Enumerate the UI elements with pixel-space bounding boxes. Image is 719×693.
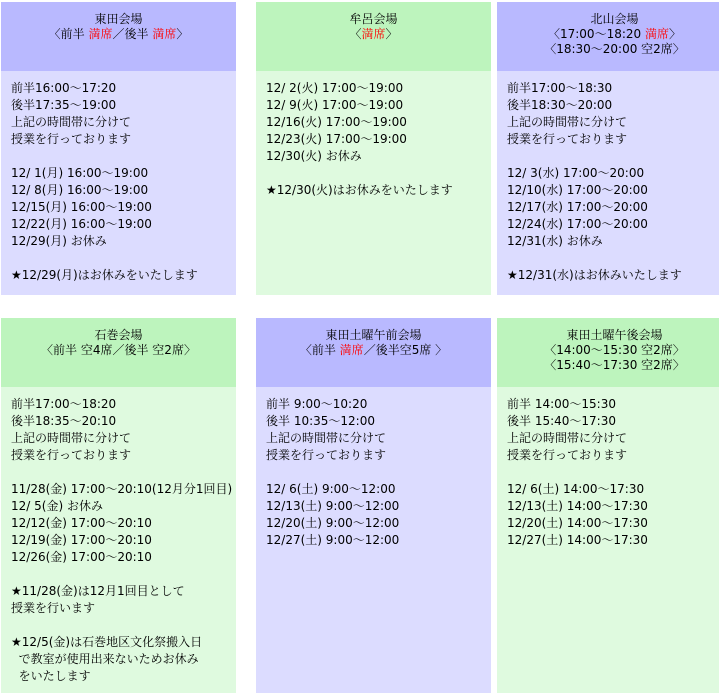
venue-schedule — [256, 387, 491, 693]
venue-header — [1, 318, 236, 387]
full-badge: 満席 — [339, 343, 364, 357]
blank-line — [11, 617, 236, 634]
schedule-line: 後半 10:35～12:00 — [266, 414, 375, 428]
blank-line — [11, 148, 236, 165]
availability-text: 〉 — [176, 27, 189, 41]
venue-header — [256, 2, 491, 71]
schedule-line: 12/13(土) 9:00～12:00 — [266, 499, 400, 513]
full-badge: 満席 — [361, 27, 386, 41]
venue-name: 牟呂会場 — [349, 12, 398, 26]
schedule-line: 12/ 5(金) お休み — [11, 499, 103, 513]
availability-text: ／後半 — [112, 27, 153, 41]
schedule-line: 上記の時間帯に分けて — [11, 431, 132, 445]
schedule-line: 12/ 6(土) 14:00～17:30 — [507, 482, 645, 496]
schedule-line: 前半17:00～18:30 — [507, 81, 613, 95]
venue-header — [497, 318, 719, 387]
availability-text: 〈17:00～18:20 — [547, 27, 645, 41]
venue-availability — [497, 343, 719, 358]
venue-availability — [256, 343, 491, 358]
blank-line — [266, 464, 491, 481]
schedule-line: 12/29(月) お休み — [11, 234, 107, 248]
schedule-line: 上記の時間帯に分けて — [11, 115, 132, 129]
schedule-line: 12/30(火) お休み — [266, 149, 362, 163]
blank-line — [11, 566, 236, 583]
schedule-line: をいたします — [11, 669, 91, 683]
schedule-line: 12/20(土) 9:00～12:00 — [266, 516, 400, 530]
schedule-line: 12/17(水) 17:00～20:00 — [507, 200, 648, 214]
availability-text: 〉 — [668, 27, 681, 41]
availability-text: 〈前半 空4席／後半 空2席〉 — [41, 343, 196, 357]
schedule-line: で教室が使用出来ないためお休み — [11, 652, 199, 666]
venue-availability — [256, 27, 491, 42]
venue-availability — [1, 343, 236, 358]
venue-name: 東田土曜午後会場 — [566, 328, 663, 342]
venue-availability-2: 〈15:40～17:30 空2席〉 — [544, 358, 685, 372]
schedule-line: 12/10(水) 17:00～20:00 — [507, 183, 648, 197]
schedule-line: 12/12(金) 17:00～20:10 — [11, 516, 152, 530]
schedule-line: 授業を行います — [11, 601, 96, 615]
schedule-line: 11/28(金) 17:00～20:10(12月分1回目) — [11, 482, 233, 496]
venue-card-higashida-sat-am — [256, 318, 491, 693]
venue-name: 北山会場 — [590, 12, 639, 26]
availability-text: 〉 — [385, 27, 398, 41]
blank-line — [507, 464, 719, 481]
venue-availability — [1, 27, 236, 42]
venue-card-higashida — [1, 2, 236, 295]
schedule-line: 12/26(金) 17:00～20:10 — [11, 550, 152, 564]
schedule-line: ★12/31(水)はお休みいたします — [507, 268, 682, 282]
venue-header — [497, 2, 719, 71]
venue-schedule — [256, 71, 491, 295]
full-badge: 満席 — [644, 27, 669, 41]
blank-line — [507, 250, 719, 267]
schedule-line: 12/ 9(火) 17:00～19:00 — [266, 98, 404, 112]
venue-name: 石巻会場 — [94, 328, 143, 342]
schedule-line: 12/13(土) 14:00～17:30 — [507, 499, 648, 513]
schedule-line: 12/27(土) 14:00～17:30 — [507, 533, 648, 547]
schedule-line: 授業を行っております — [507, 448, 628, 462]
schedule-line: ★11/28(金)は12月1回目として — [11, 584, 185, 598]
schedule-line: 12/ 8(月) 16:00～19:00 — [11, 183, 149, 197]
venue-name: 東田会場 — [94, 12, 143, 26]
schedule-line: 後半18:35～20:10 — [11, 414, 117, 428]
blank-line — [266, 165, 491, 182]
schedule-line: 後半 15:40～17:30 — [507, 414, 616, 428]
schedule-line: 12/27(土) 9:00～12:00 — [266, 533, 400, 547]
schedule-line: 上記の時間帯に分けて — [507, 431, 628, 445]
full-badge: 満席 — [88, 27, 113, 41]
schedule-line: ★12/29(月)はお休みをいたします — [11, 268, 198, 282]
schedule-line: 12/ 2(火) 17:00～19:00 — [266, 81, 404, 95]
availability-text: 〈 — [349, 27, 362, 41]
venue-card-kitayama — [497, 2, 719, 295]
venue-schedule — [1, 387, 236, 693]
schedule-line: 12/ 3(水) 17:00～20:00 — [507, 166, 645, 180]
schedule-line: 12/15(月) 16:00～19:00 — [11, 200, 152, 214]
venue-card-ishimaki — [1, 318, 236, 693]
venue-schedule — [497, 71, 719, 295]
availability-text: 〈前半 — [48, 27, 89, 41]
venue-card-higashida-sat-pm — [497, 318, 719, 693]
schedule-line: ★12/30(火)はお休みをいたします — [266, 183, 453, 197]
schedule-line: 12/31(水) お休み — [507, 234, 603, 248]
venue-header — [1, 2, 236, 71]
schedule-line: ★12/5(金)は石巻地区文化祭搬入日 — [11, 635, 203, 649]
venue-card-muro — [256, 2, 491, 295]
schedule-line: 前半17:00～18:20 — [11, 397, 117, 411]
availability-text: 〈前半 — [299, 343, 340, 357]
schedule-line: 授業を行っております — [11, 448, 132, 462]
schedule-line: 12/16(火) 17:00～19:00 — [266, 115, 407, 129]
venue-header — [256, 318, 491, 387]
schedule-line: 12/20(土) 14:00～17:30 — [507, 516, 648, 530]
venue-schedule — [1, 71, 236, 295]
blank-line — [11, 464, 236, 481]
schedule-line: 12/19(金) 17:00～20:10 — [11, 533, 152, 547]
availability-text: ／後半空5席 〉 — [363, 343, 448, 357]
schedule-line: 上記の時間帯に分けて — [266, 431, 387, 445]
schedule-line: 後半17:35～19:00 — [11, 98, 117, 112]
venue-schedule — [497, 387, 719, 693]
availability-text: 〈14:00～15:30 空2席〉 — [544, 343, 685, 357]
schedule-line: 前半 14:00～15:30 — [507, 397, 616, 411]
schedule-line: 12/23(火) 17:00～19:00 — [266, 132, 407, 146]
full-badge: 満席 — [152, 27, 177, 41]
schedule-line: 授業を行っております — [507, 132, 628, 146]
schedule-line: 12/22(月) 16:00～19:00 — [11, 217, 152, 231]
blank-line — [11, 250, 236, 267]
schedule-line: 12/24(水) 17:00～20:00 — [507, 217, 648, 231]
schedule-line: 前半 9:00～10:20 — [266, 397, 368, 411]
schedule-line: 上記の時間帯に分けて — [507, 115, 628, 129]
schedule-line: 授業を行っております — [11, 132, 132, 146]
schedule-line: 12/ 1(月) 16:00～19:00 — [11, 166, 149, 180]
schedule-line: 授業を行っております — [266, 448, 387, 462]
venue-name: 東田土曜午前会場 — [325, 328, 422, 342]
venue-availability-2: 〈18:30～20:00 空2席〉 — [544, 42, 685, 56]
schedule-line: 12/ 6(土) 9:00～12:00 — [266, 482, 396, 496]
venue-availability — [497, 27, 719, 42]
schedule-line: 後半18:30～20:00 — [507, 98, 613, 112]
blank-line — [507, 148, 719, 165]
schedule-line: 前半16:00～17:20 — [11, 81, 117, 95]
